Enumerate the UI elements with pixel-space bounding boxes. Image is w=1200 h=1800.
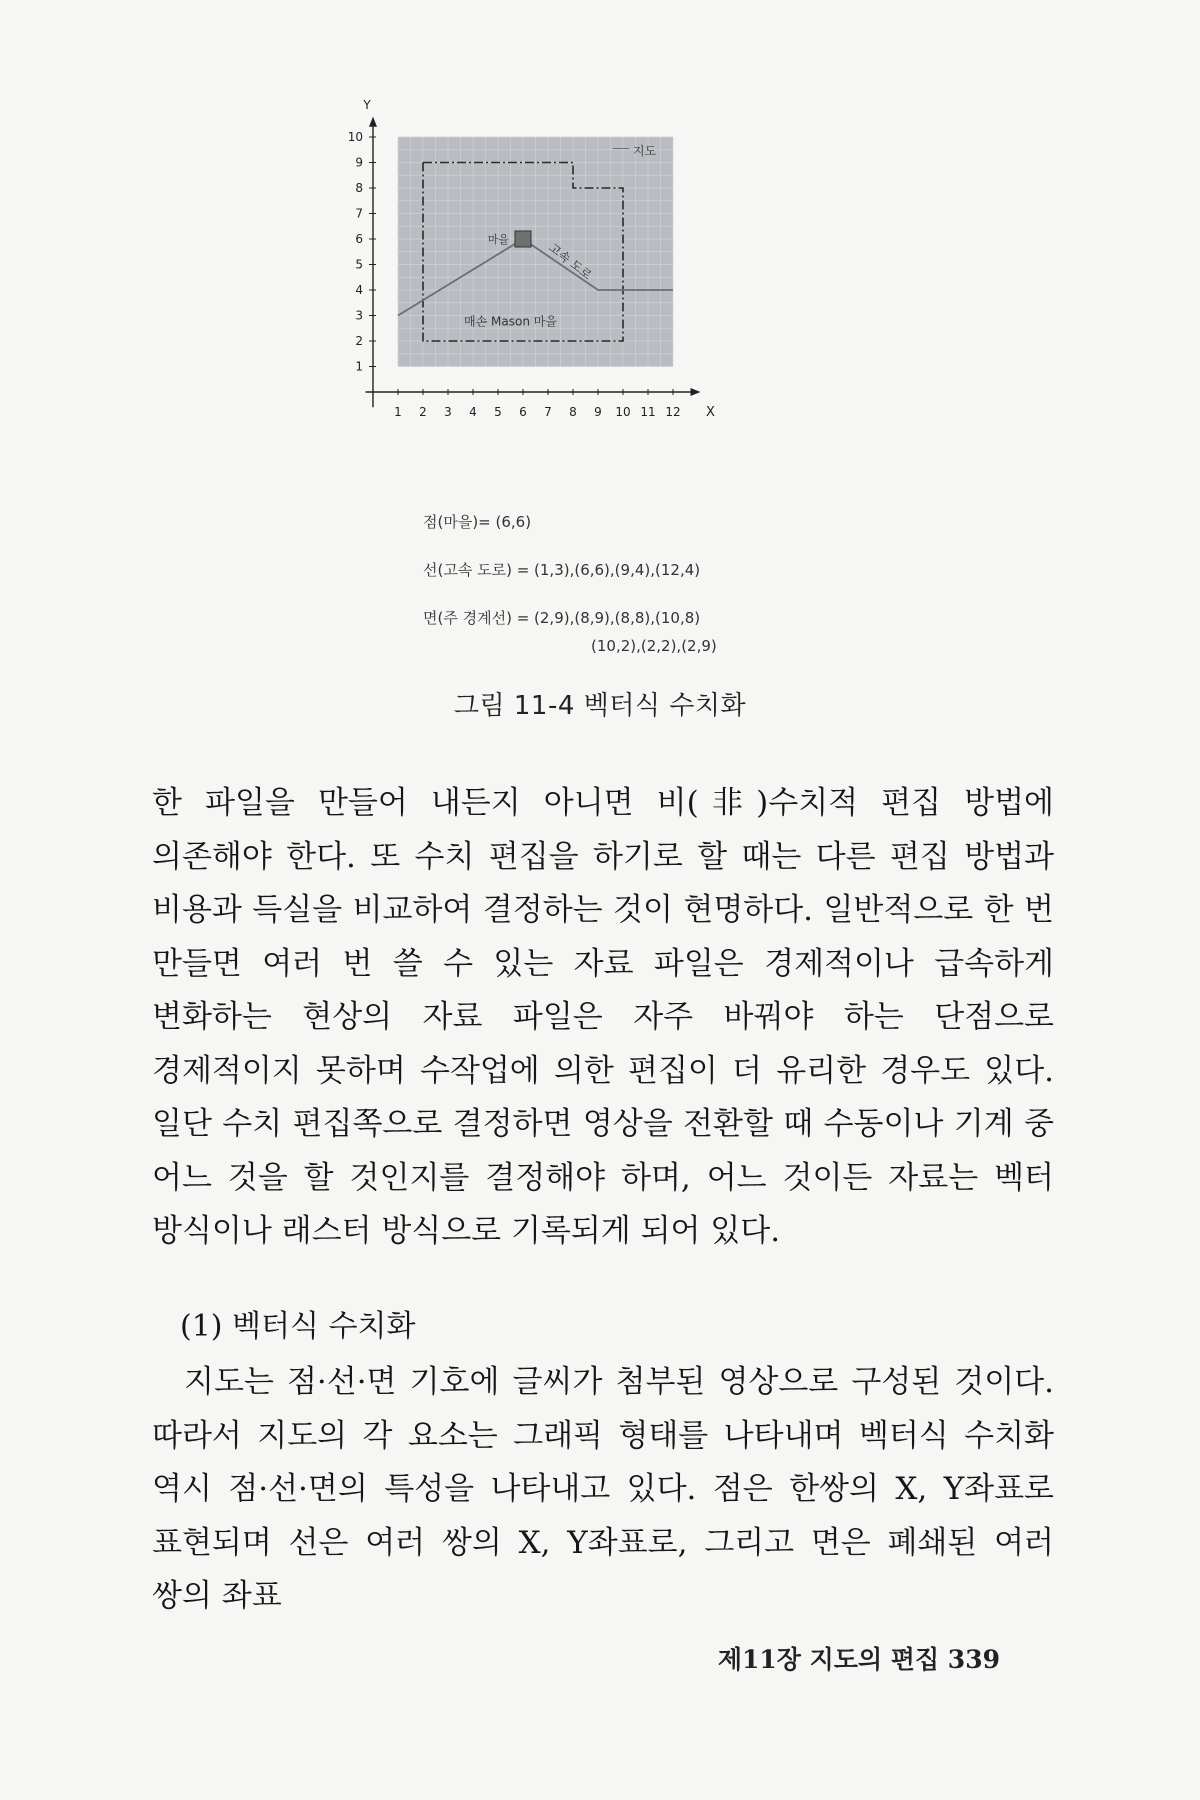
y-tick-label: 9 [355, 155, 363, 170]
x-axis-arrow [691, 388, 701, 396]
x-tick-label: 1 [394, 405, 402, 419]
figure-caption: 그림 11-4 벡터식 수치화 [453, 691, 747, 721]
paragraph-1: 한 파일을 만들어 내든지 아니면 비(非)수치적 편집 방법에 의존해야 한다. 또 수치 편집을 하기로 할 때는 다른 편집 방법과 비용과 득실을 비교하여 결정하는 것이 현명하다. 일반적으로 한 번 만들면 여러 번 쓸 수 있는 자료 파일은 경제적이나 급속하게 변화하는 현상의 자료 파일은 자주 바꿔야 하는 단점으로 경제적이지 못하며 수작업에 의한 편집이 더 유리한 경우도 있다. 일단 수치 편집쪽으로 결정하면 영상을 전환할 때 수동이나 기계 중 어느 것을 할 것인지를 결정해야 하며, 어느 것이든 자료는 벡터 방식이나 래스터 방식으로 기록되게 되어 있다. [152, 785, 1054, 1249]
town-point [515, 231, 531, 247]
x-tick-label: 9 [594, 405, 602, 419]
vector-digitizing-figure [347, 97, 715, 430]
area-formula-line-2: (10,2),(2,2),(2,9) [591, 637, 717, 655]
area-formula-line-1: 면(주 경계선) = (2,9),(8,9),(8,8),(10,8) [423, 609, 701, 627]
y-tick-label: 7 [355, 206, 363, 221]
y-tick-label: 1 [355, 359, 363, 374]
y-axis-arrow [369, 117, 377, 127]
x-tick-label: 4 [469, 405, 477, 419]
x-axis-label: X [706, 405, 715, 420]
point-formula: 점(마을)= (6,6) [423, 513, 532, 531]
town-label: 마을 [487, 233, 509, 246]
y-axis-label: Y [363, 97, 371, 112]
line-formula: 선(고속 도로) = (1,3),(6,6),(9,4),(12,4) [423, 561, 701, 579]
y-tick-label: 4 [355, 283, 363, 297]
map-label: 지도 [633, 143, 657, 158]
y-tick-label: 8 [355, 181, 363, 195]
x-tick-label: 10 [615, 405, 631, 419]
section-heading: (1) 벡터식 수치화 [180, 1309, 416, 1344]
y-tick-label: 5 [355, 257, 363, 272]
y-tick-label: 3 [355, 308, 363, 323]
y-tick-label: 6 [355, 232, 363, 246]
x-tick-label: 12 [665, 405, 681, 419]
x-tick-label: 6 [519, 405, 527, 419]
x-tick-label: 7 [544, 405, 552, 419]
y-tick-label: 10 [347, 130, 363, 144]
region-label: 매손 Mason 마을 [464, 314, 557, 329]
x-tick-label: 3 [444, 405, 452, 419]
y-tick-label: 2 [355, 334, 363, 348]
paragraph-2: 지도는 점·선·면 기호에 글씨가 첨부된 영상으로 구성된 것이다. 따라서 지도의 각 요소는 그래픽 형태를 나타내며 벡터식 수치화 역시 점·선·면의 특성을 나타내고 있다. 점은 한쌍의 X, Y좌표로 표현되며 선은 여러 쌍의 X, Y좌표로, 그리고 면은 폐쇄된 여러 쌍의 좌표 [152, 1364, 1054, 1614]
x-tick-label: 8 [569, 405, 577, 419]
x-tick-label: 11 [640, 405, 656, 419]
page-footer: 제11장 지도의 편집 339 [717, 1645, 1000, 1674]
x-tick-label: 5 [494, 405, 502, 419]
x-tick-label: 2 [419, 405, 427, 419]
highway-label: 고속 도로 [546, 240, 595, 283]
